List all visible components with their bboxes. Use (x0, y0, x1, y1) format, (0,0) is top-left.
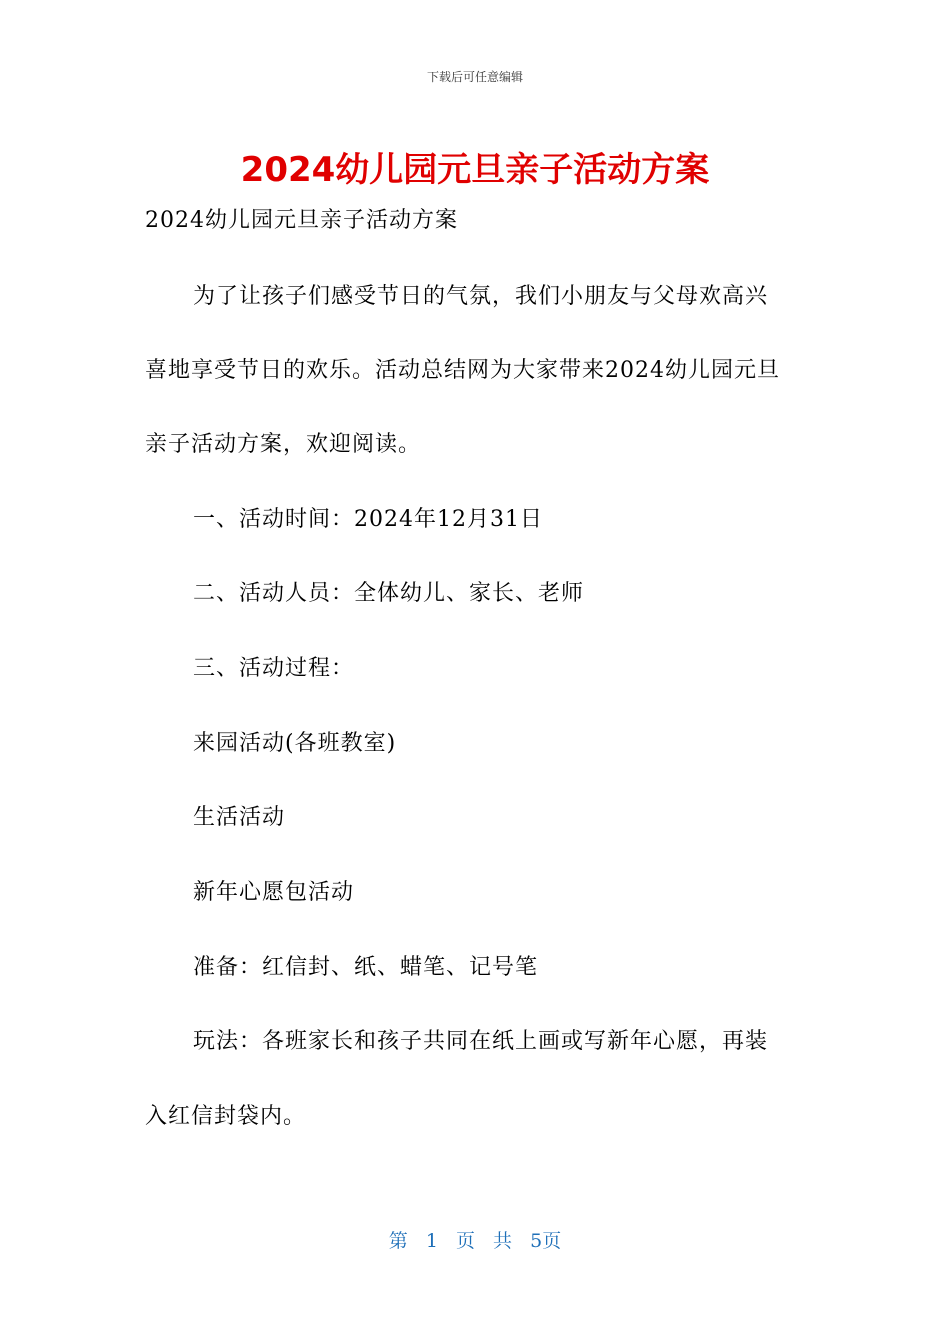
header-note: 下载后可任意编辑 (426, 70, 523, 84)
section-time: 一、活动时间：2024年12月31日 (193, 507, 543, 532)
footer-page-number: 1 (425, 1230, 438, 1252)
intro-line-3: 亲子活动方案，欢迎阅读。 (145, 432, 422, 457)
activity-wish-pack: 新年心愿包活动 (193, 880, 355, 905)
activity-arrival: 来园活动(各班教室) (193, 731, 397, 756)
footer-total-pages: 5页 (530, 1230, 562, 1252)
page-footer (0, 1226, 950, 1253)
preparation-text: 准备：红信封、纸、蜡笔、记号笔 (193, 955, 539, 980)
intro-line-2: 喜地享受节日的欢乐。活动总结网为大家带来2024幼儿园元旦 (145, 358, 780, 383)
activity-daily-life: 生活活动 (193, 805, 286, 830)
footer-ye: 页 (455, 1230, 475, 1252)
document-title: 2024幼儿园元旦亲子活动方案 (240, 150, 710, 190)
section-process: 三、活动过程： (193, 656, 355, 681)
document-subtitle: 2024幼儿园元旦亲子活动方案 (145, 208, 458, 233)
footer-di: 第 (388, 1230, 408, 1252)
gameplay-line-2: 入红信封袋内。 (145, 1104, 307, 1129)
gameplay-line-1: 玩法：各班家长和孩子共同在纸上画或写新年心愿，再装 (193, 1029, 769, 1054)
intro-line-1: 为了让孩子们感受节日的气氛，我们小朋友与父母欢高兴 (193, 284, 769, 309)
section-participants: 二、活动人员：全体幼儿、家长、老师 (193, 581, 585, 606)
footer-gong: 共 (493, 1230, 513, 1252)
